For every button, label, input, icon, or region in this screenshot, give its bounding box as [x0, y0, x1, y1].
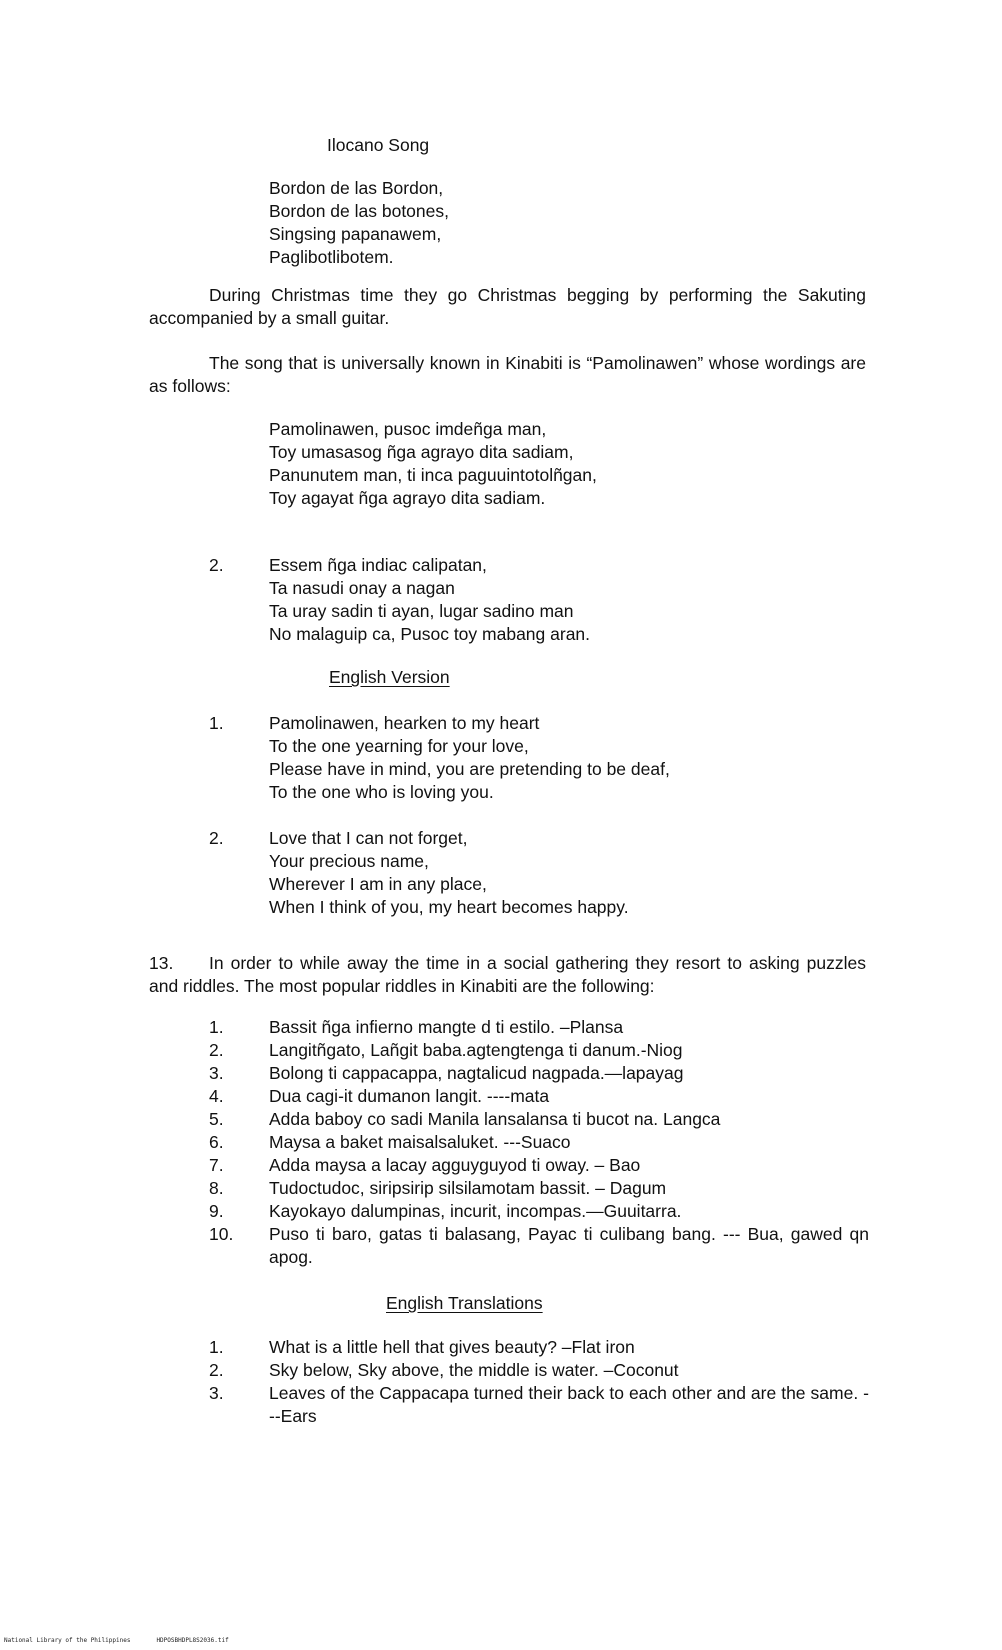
verse-line: Singsing papanawem, [269, 224, 442, 244]
stanza-number: 2. [209, 828, 224, 848]
verse-line: Wherever I am in any place, [269, 874, 487, 894]
scan-footer [4, 1637, 255, 1645]
verse-line: Ta uray sadin ti ayan, lugar sadino man [269, 601, 574, 621]
verse-line: Paglibotlibotem. [269, 247, 394, 267]
item-number: 2. [209, 1040, 224, 1060]
item-number: 3. [209, 1383, 224, 1403]
item-number: 7. [209, 1155, 224, 1175]
opening-verse [269, 177, 869, 269]
item-text: Adda baboy co sadi Manila lansalansa ti bucot na. Langca [269, 1109, 721, 1129]
stanza-lines [269, 554, 869, 646]
item-number: 2. [209, 1360, 224, 1380]
list-item [209, 1016, 869, 1039]
item-number: 9. [209, 1201, 224, 1221]
item-text: What is a little hell that gives beauty? –Flat iron [269, 1337, 635, 1357]
list-item [209, 1177, 869, 1200]
item-text: Leaves of the Cappacapa turned their back to each other and are the same. ---Ears [269, 1383, 869, 1426]
verse-line: Essem ñga indiac calipatan, [269, 555, 487, 575]
english-version-heading: English Version [329, 667, 450, 687]
english-version [209, 712, 869, 919]
verse-line: Bordon de las Bordon, [269, 178, 444, 198]
paragraph-text: The song that is universally known in Kinabiti is “Pamolinawen” whose wordings are as follows: [149, 353, 866, 396]
stanza-number: 1. [209, 713, 224, 733]
list-item [209, 1359, 869, 1382]
verse-line: Bordon de las botones, [269, 201, 449, 221]
stanza-lines [269, 712, 869, 804]
english-translations-heading: English Translations [386, 1293, 543, 1313]
item-text: Dua cagi-it dumanon langit. ----mata [269, 1086, 550, 1106]
stanza-row [209, 554, 869, 646]
verse-line: When I think of you, my heart becomes happy. [269, 897, 629, 917]
item-text: Sky below, Sky above, the middle is water. –Coconut [269, 1360, 679, 1380]
list-item [209, 1085, 869, 1108]
stanza-lines [269, 827, 869, 919]
verse-line: To the one yearning for your love, [269, 736, 529, 756]
list-item [209, 1062, 869, 1085]
verse-line: No malaguip ca, Pusoc toy mabang aran. [269, 624, 591, 644]
verse-line: Your precious name, [269, 851, 429, 871]
item-text: Bolong ti cappacappa, nagtalicud nagpada.—lapayag [269, 1063, 684, 1083]
item-number: 10. [209, 1224, 234, 1244]
item-number: 6. [209, 1132, 224, 1152]
paragraph-13 [149, 952, 866, 998]
item-number: 4. [209, 1086, 224, 1106]
list-item [209, 1154, 869, 1177]
translations-list [209, 1336, 869, 1428]
paragraph-number: 13. [149, 953, 174, 973]
item-text: Adda maysa a lacay agguyguyod ti oway. – Bao [269, 1155, 641, 1175]
item-number: 5. [209, 1109, 224, 1129]
paragraph-song [149, 352, 866, 398]
verse-line: Love that I can not forget, [269, 828, 468, 848]
footer-library: National Library of the Philippines [4, 1637, 131, 1644]
item-text: Langitñgato, Lañgit baba.agtengtenga ti danum.-Niog [269, 1040, 683, 1060]
item-text: Tudoctudoc, siripsirip silsilamotam bassit. – Dagum [269, 1178, 667, 1198]
pamolinawen-stanza-2 [209, 554, 869, 646]
stanza-number: 2. [209, 555, 224, 575]
list-item [209, 1131, 869, 1154]
list-item [209, 1382, 869, 1428]
verse-line: Please have in mind, you are pretending to be deaf, [269, 759, 670, 779]
item-number: 1. [209, 1337, 224, 1357]
verse-line: Panunutem man, ti inca paguuintotolñgan, [269, 465, 597, 485]
list-item [209, 1039, 869, 1062]
verse-line: Ta nasudi onay a nagan [269, 578, 455, 598]
list-item [209, 1223, 869, 1269]
list-item [209, 1336, 869, 1359]
song-title: Ilocano Song [327, 135, 430, 155]
item-text: Kayokayo dalumpinas, incurit, incompas.—Guuitarra. [269, 1201, 682, 1221]
verse-line: Toy agayat ñga agrayo dita sadiam. [269, 488, 546, 508]
item-number: 8. [209, 1178, 224, 1198]
pamolinawen-stanza-1 [269, 418, 869, 510]
list-item [209, 1108, 869, 1131]
verse-line: To the one who is loving you. [269, 782, 494, 802]
riddles-list [209, 1016, 869, 1269]
item-text: Bassit ñga infierno mangte d ti estilo. –Plansa [269, 1017, 624, 1037]
item-text: Puso ti baro, gatas ti balasang, Payac ti culibang bang. --- Bua, gawed qn apog. [269, 1224, 869, 1267]
item-text: Maysa a baket maisalsaluket. ---Suaco [269, 1132, 571, 1152]
verse-line: Pamolinawen, pusoc imdeñga man, [269, 419, 547, 439]
footer-file-id: HDPOSBHDPL8S2036.tif [156, 1637, 229, 1644]
verse-line: Pamolinawen, hearken to my heart [269, 713, 540, 733]
item-number: 3. [209, 1063, 224, 1083]
paragraph-text: During Christmas time they go Christmas begging by performing the Sakuting accompanied by a small guitar. [149, 285, 866, 328]
paragraph-christmas [149, 284, 866, 330]
paragraph-text [149, 952, 866, 998]
verse-line: Toy umasasog ñga agrayo dita sadiam, [269, 442, 574, 462]
stanza-row [209, 712, 869, 804]
paragraph-body: In order to while away the time in a social gathering they resort to asking puzzles and riddles. The most popular riddles in Kinabiti are the following: [149, 953, 866, 996]
list-item [209, 1200, 869, 1223]
item-number: 1. [209, 1017, 224, 1037]
stanza-row [209, 827, 869, 919]
